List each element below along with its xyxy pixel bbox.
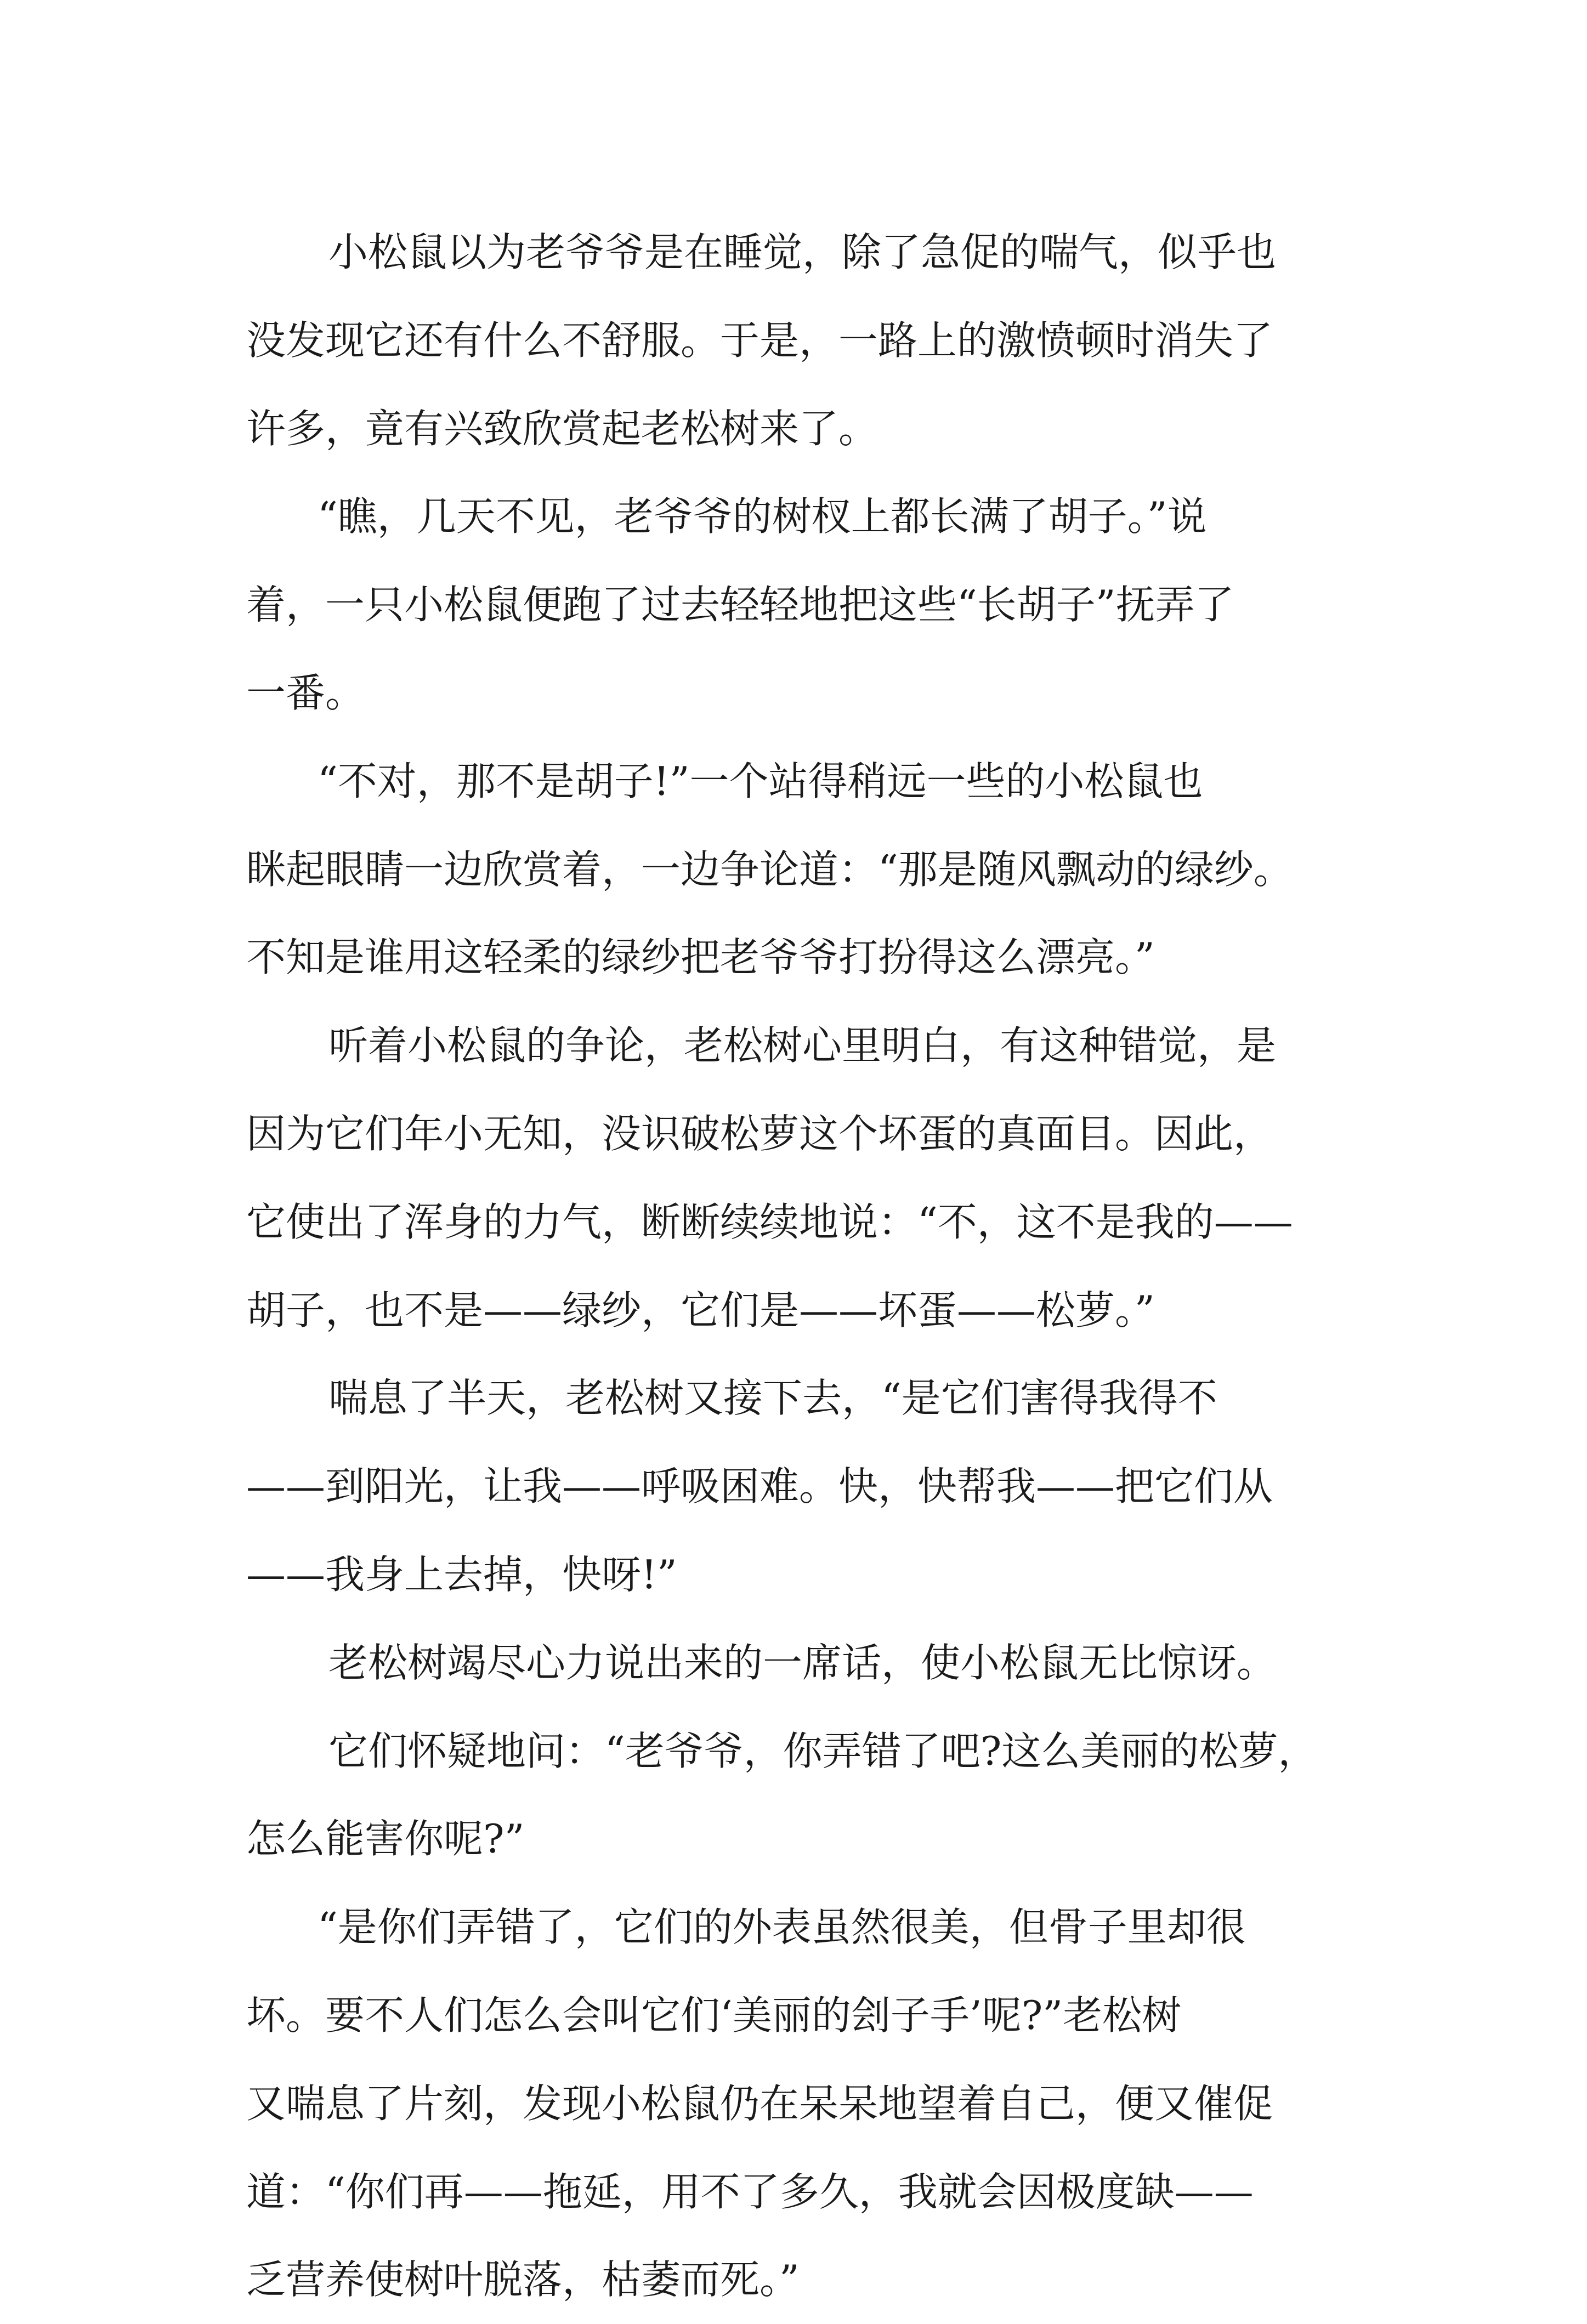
text-line: 老松树竭尽心力说出来的一席话，使小松鼠无比惊讶。 xyxy=(328,1639,1277,1686)
text-line: 又喘息了片刻，发现小松鼠仍在呆呆地望着自己，便又催促 xyxy=(246,2080,1273,2127)
text-line: 许多，竟有兴致欣赏起老松树来了。 xyxy=(246,405,878,452)
text-line: 眯起眼睛一边欣赏着，一边争论道：“那是随风飘动的绿纱。 xyxy=(246,846,1293,893)
text-line: 怎么能害你呢?” xyxy=(246,1816,525,1862)
text-line: 听着小松鼠的争论，老松树心里明白，有这种错觉，是 xyxy=(328,1022,1277,1069)
text-line: “是你们弄错了，它们的外表虽然很美，但骨子里却很 xyxy=(318,1904,1246,1951)
text-line: 喘息了半天，老松树又接下去，“是它们害得我得不 xyxy=(328,1375,1217,1422)
text-line: 不知是谁用这轻柔的绿纱把老爷爷打扮得这么漂亮。” xyxy=(246,934,1155,981)
text-line: 道：“你们再——拖延，用不了多久，我就会因极度缺—— xyxy=(246,2168,1254,2215)
text-line: 一番。 xyxy=(246,669,365,716)
text-line: 着，一只小松鼠便跑了过去轻轻地把这些“长胡子”抚弄了 xyxy=(246,582,1234,628)
text-line: 没发现它还有什么不舒服。于是，一路上的激愤顿时消失了 xyxy=(246,317,1273,363)
text-line: 它们怀疑地问：“老爷爷，你弄错了吧?这么美丽的松萝， xyxy=(328,1728,1318,1774)
text-line: “瞧，几天不见，老爷爷的树杈上都长满了胡子。”说 xyxy=(318,493,1207,540)
text-line: 因为它们年小无知，没识破松萝这个坏蛋的真面目。因此， xyxy=(246,1110,1273,1157)
story-text xyxy=(246,208,1354,2324)
text-line: “不对，那不是胡子!”一个站得稍远一些的小松鼠也 xyxy=(318,758,1203,804)
text-line: ——到阳光，让我——呼吸困难。快，快帮我——把它们从 xyxy=(246,1463,1273,1510)
text-line: 小松鼠以为老爷爷是在睡觉，除了急促的喘气，似乎也 xyxy=(328,229,1277,275)
text-line: 乏营养使树叶脱落，枯萎而死。” xyxy=(246,2257,800,2303)
text-line: 它使出了浑身的力气，断断续续地说：“不，这不是我的—— xyxy=(246,1198,1293,1245)
text-line: 胡子，也不是——绿纱，它们是——坏蛋——松萝。” xyxy=(246,1287,1155,1333)
text-line: ——我身上去掉，快呀!” xyxy=(246,1551,677,1598)
text-line: 坏。要不人们怎么会叫它们‘美丽的刽子手’呢?”老松树 xyxy=(246,1992,1182,2038)
